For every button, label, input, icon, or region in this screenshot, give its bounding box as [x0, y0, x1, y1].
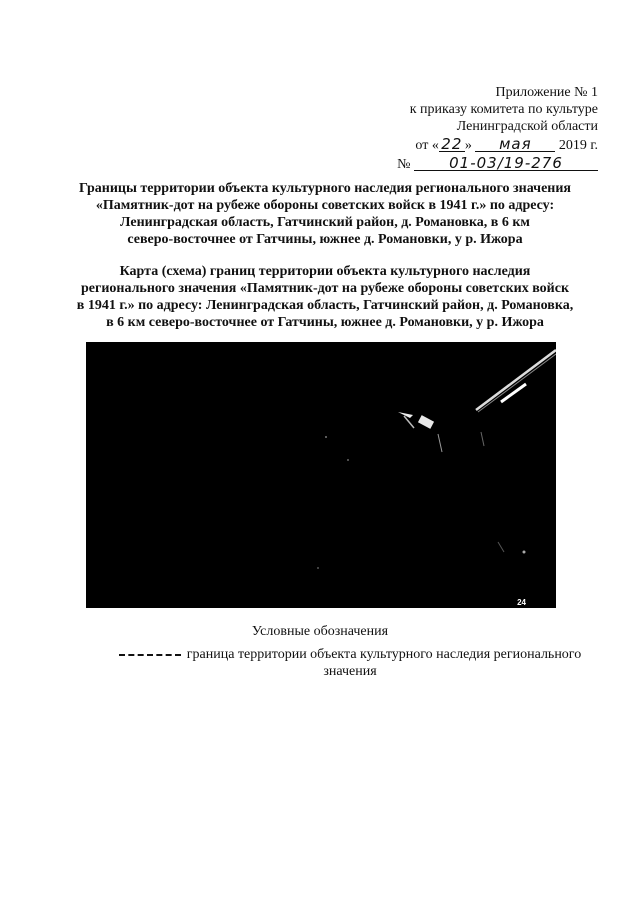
approval-block — [358, 84, 598, 173]
date-year: 2019 г. — [558, 138, 598, 153]
caption-line: регионального значения «Памятник-дот на рубеже обороны советских войск — [80, 281, 570, 296]
map-photo-artifacts — [86, 342, 556, 608]
date-day-signature: 22 — [439, 137, 465, 152]
order-number-signature: 01-03/19-276 — [414, 156, 598, 171]
title-line: Границы территории объекта культурного наследия регионального значения — [78, 181, 571, 196]
dashed-boundary-line-icon — [119, 654, 181, 656]
appendix-label: Приложение № 1 — [495, 85, 598, 100]
map-corner-number: 24 — [517, 598, 526, 607]
order-line: к приказу комитета по культуре — [409, 102, 598, 117]
document-title — [70, 180, 580, 248]
caption-line: в 6 км северо-восточнее от Гатчины, южнее д. Романовки, у р. Ижора — [106, 315, 544, 330]
legend-item-boundary — [100, 646, 600, 680]
date-month-signature: мая — [475, 137, 555, 152]
title-line: северо-восточнее от Гатчины, южнее д. Романовки, у р. Ижора — [127, 232, 523, 247]
committee-region: Ленинградской области — [456, 119, 598, 134]
order-number — [358, 156, 598, 173]
date-prefix: от « — [415, 138, 439, 153]
order-date — [358, 137, 598, 154]
caption-line: Карта (схема) границ территории объекта культурного наследия — [119, 264, 531, 279]
number-prefix: № — [397, 157, 411, 172]
title-line: Ленинградская область, Гатчинский район, д. Романовка, в 6 км — [120, 215, 530, 230]
map-caption — [70, 263, 580, 331]
title-line: «Памятник-дот на рубеже обороны советских войск в 1941 г.» по адресу: — [95, 198, 555, 213]
legend-item-label: граница территории объекта культурного наследия регионального значения — [186, 647, 582, 679]
boundary-map-image — [86, 342, 556, 608]
legend-title: Условные обозначения — [251, 624, 389, 639]
date-close-quote: » — [464, 138, 472, 153]
caption-line: в 1941 г.» по адресу: Ленинградская область, Гатчинский район, д. Романовка, — [76, 298, 574, 313]
